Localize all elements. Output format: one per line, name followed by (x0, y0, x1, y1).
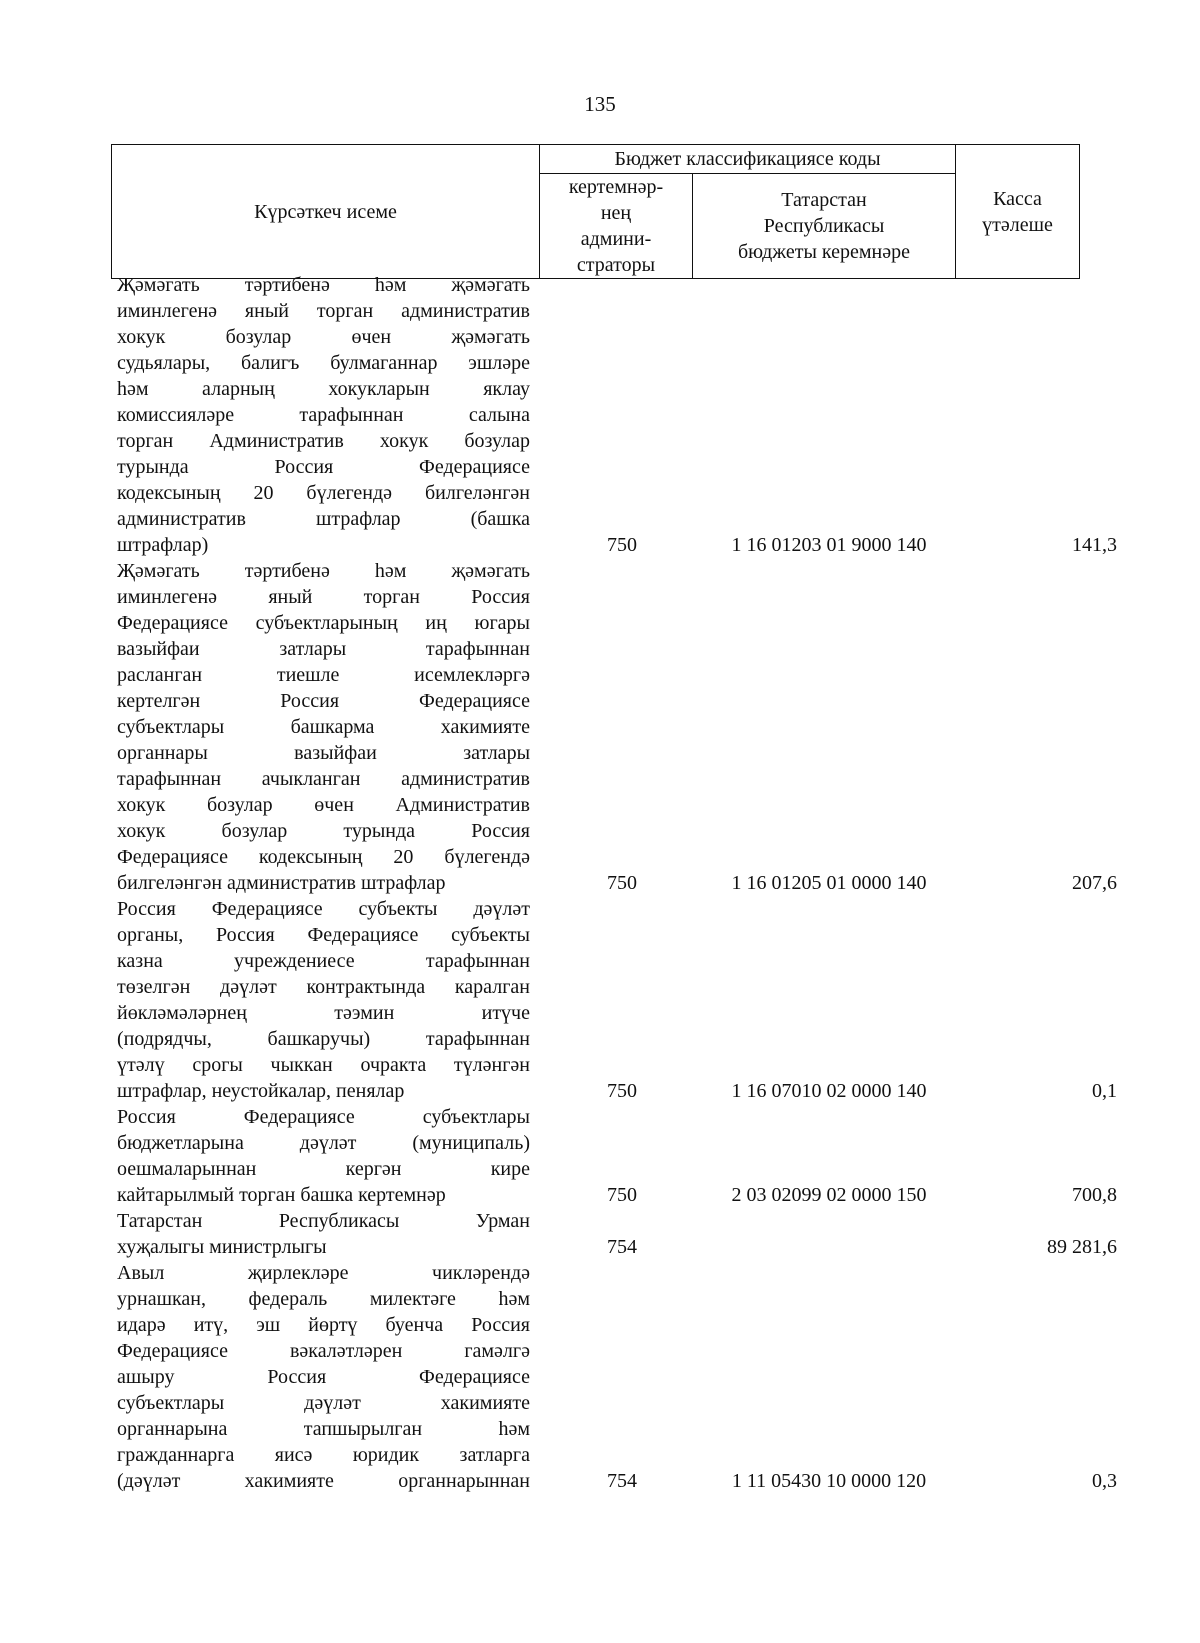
indicator-name-line: идарә итү, эш йөртү буенча Россия (117, 1314, 530, 1336)
table-row (117, 896, 1117, 1104)
indicator-name-line: хокук бозулар өчен җәмәгать (117, 326, 530, 348)
header-budget-classification: Бюджет классификациясе коды (540, 145, 956, 174)
indicator-name-line: Җәмәгать тәртибенә һәм җәмәгать (117, 274, 530, 296)
header-line: админи- (580, 228, 652, 250)
revenue-code: 1 11 05430 10 0000 120 (731, 1470, 927, 1492)
header-line: Республикасы (763, 215, 885, 237)
indicator-name-line: бюджетларына дәүләт (муниципаль) (117, 1132, 530, 1154)
indicator-name-line: гражданнарга яисә юридик затларга (117, 1444, 530, 1466)
indicator-name (117, 1260, 530, 1494)
indicator-name-line: хокук бозулар өчен Административ (117, 794, 530, 816)
indicator-name-line: һәм аларның хокукларын яклау (117, 378, 530, 400)
indicator-name-line: органнарына тапшырылган һәм (117, 1418, 530, 1440)
admin-code: 750 (607, 872, 637, 894)
amount: 700,8 (1072, 1184, 1117, 1206)
indicator-name-line: Федерациясе вәкаләтләрен гамәлгә (117, 1340, 530, 1362)
indicator-name-line: казна учреждениесе тарафыннан (117, 950, 530, 972)
indicator-name (117, 896, 530, 1104)
indicator-name-line: Россия Федерациясе субъектлары (117, 1106, 530, 1128)
table-row (117, 1208, 1117, 1260)
indicator-name-line: иминлегенә яный торган Россия (117, 586, 530, 608)
indicator-name-line: кодексының 20 бүлегендә билгеләнгән (117, 482, 530, 504)
amount: 0,3 (1092, 1470, 1117, 1492)
indicator-name-line: Федерациясе кодексының 20 бүлегендә (117, 846, 530, 868)
indicator-name-line: үтәлү срогы чыккан очракта түләнгән (117, 1054, 530, 1076)
table-header (111, 144, 1080, 279)
indicator-name-line: административ штрафлар (башка (117, 508, 530, 530)
indicator-name-line: Россия Федерациясе субъекты дәүләт (117, 898, 530, 920)
table-row (117, 1260, 1117, 1494)
indicator-name-line: вазыйфаи затлары тарафыннан (117, 638, 530, 660)
indicator-name-line: штрафлар, неустойкалар, пенялар (117, 1080, 405, 1102)
admin-code: 754 (607, 1470, 637, 1492)
header-line: страторы (576, 254, 656, 276)
indicator-name-line: билгеләнгән административ штрафлар (117, 872, 446, 894)
header-budget-revenue-code (693, 174, 956, 279)
admin-code: 750 (607, 534, 637, 556)
table-row (117, 272, 1117, 558)
page-number: 135 (584, 92, 616, 116)
table-body (117, 272, 1117, 1494)
table-row (117, 558, 1117, 896)
revenue-code: 2 03 02099 02 0000 150 (731, 1184, 927, 1206)
indicator-name-line: органнары вазыйфаи затлары (117, 742, 530, 764)
indicator-name-line: Татарстан Республикасы Урман (117, 1210, 530, 1232)
indicator-name-line: Федерациясе субъектларының иң югары (117, 612, 530, 634)
indicator-name-line: турында Россия Федерациясе (117, 456, 530, 478)
header-line: кертемнәр- (568, 176, 664, 198)
indicator-name-line: оешмаларыннан кергән кире (117, 1158, 530, 1180)
amount: 0,1 (1092, 1080, 1117, 1102)
header-revenue-admin (540, 174, 693, 279)
indicator-name (117, 558, 530, 896)
indicator-name-line: комиссияләре тарафыннан салына (117, 404, 530, 426)
indicator-name-line: расланган тиешле исемлекләргә (117, 664, 530, 686)
header-line: Касса (993, 187, 1042, 210)
admin-code: 750 (607, 1080, 637, 1102)
indicator-name-line: хокук бозулар турында Россия (117, 820, 530, 842)
indicator-name-line: тарафыннан ачыкланган административ (117, 768, 530, 790)
indicator-name-line: иминлегенә яный торган административ (117, 300, 530, 322)
amount: 141,3 (1072, 534, 1117, 556)
table-row (117, 1104, 1117, 1208)
header-line: Татарстан (781, 189, 867, 211)
indicator-name-line: судьялары, балигъ булмаганнар эшләре (117, 352, 530, 374)
revenue-code: 1 16 01205 01 0000 140 (731, 872, 927, 894)
indicator-name-line: торган Административ хокук бозулар (117, 430, 530, 452)
header-indicator-name: Күрсәткеч исеме (112, 145, 540, 279)
header-line: бюджеты керемнәре (738, 241, 910, 263)
indicator-name-line: органы, Россия Федерациясе субъекты (117, 924, 530, 946)
admin-code: 750 (607, 1184, 637, 1206)
admin-code: 754 (607, 1236, 637, 1258)
amount: 89 281,6 (1047, 1236, 1117, 1258)
indicator-name-line: субъектлары дәүләт хакимияте (117, 1392, 530, 1414)
indicator-name-line: кертелгән Россия Федерациясе (117, 690, 530, 712)
revenue-code: 1 16 07010 02 0000 140 (731, 1080, 927, 1102)
revenue-code: 1 16 01203 01 9000 140 (731, 534, 927, 556)
amount: 207,6 (1072, 872, 1117, 894)
indicator-name-line: ашыру Россия Федерациясе (117, 1366, 530, 1388)
indicator-name-line: (подрядчы, башкаручы) тарафыннан (117, 1028, 530, 1050)
indicator-name-line: төзелгән дәүләт контрактында каралган (117, 976, 530, 998)
indicator-name-line: кайтарылмый торган башка кертемнәр (117, 1184, 446, 1206)
header-line: үтәлеше (982, 213, 1053, 236)
indicator-name-line: субъектлары башкарма хакимияте (117, 716, 530, 738)
indicator-name-line: Авыл җирлекләре чикләрендә (117, 1262, 530, 1284)
indicator-name-line: штрафлар) (117, 534, 209, 556)
indicator-name-line: (дәүләт хакимияте органнарыннан (117, 1470, 530, 1492)
indicator-name (117, 272, 530, 558)
indicator-name-line: хуҗалыгы министрлыгы (117, 1236, 327, 1258)
header-cash-execution (956, 145, 1080, 279)
indicator-name-line: урнашкан, федераль милектәге һәм (117, 1288, 530, 1310)
indicator-name-line: йөкләмәләрнең тәэмин итүче (117, 1002, 530, 1024)
indicator-name-line: Җәмәгать тәртибенә һәм җәмәгать (117, 560, 530, 582)
header-line: нең (600, 202, 632, 224)
